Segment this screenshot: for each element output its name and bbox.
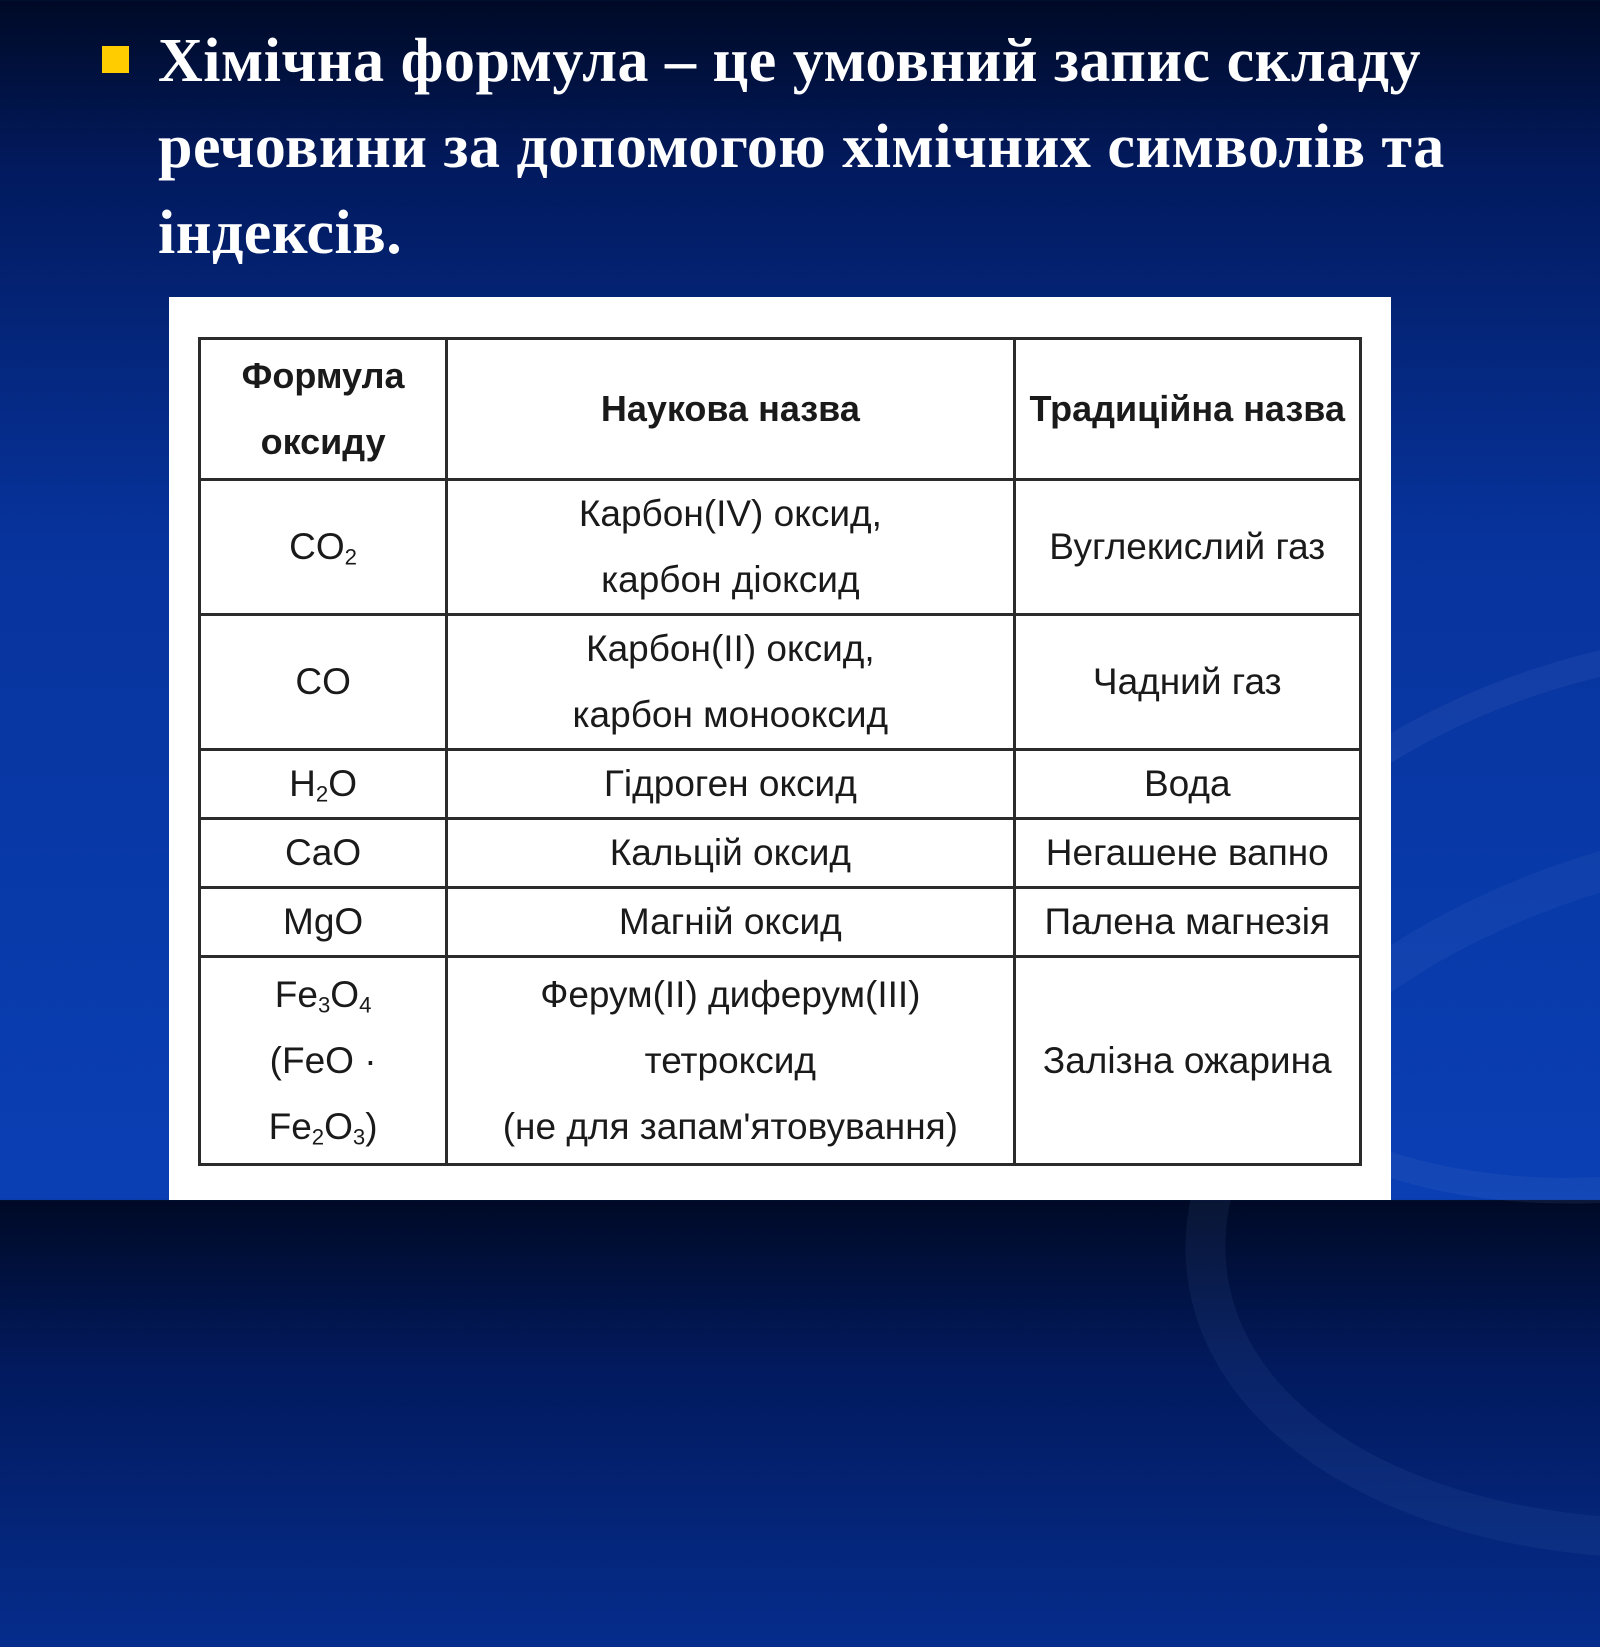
scientific-name-cell: Ферум(II) диферум(III) тетроксид (не для запам'ятовування) (447, 957, 1014, 1165)
slide-heading: Хімічна формула – це умовний запис складу речовини за допомогою хімічних символів та індексів. (158, 27, 1445, 267)
table-row (200, 615, 1361, 750)
traditional-name-cell: Палена магнезія (1014, 888, 1360, 957)
header-scientific-name: Наукова назва (447, 339, 1014, 480)
table-row (200, 750, 1361, 819)
table-row (200, 819, 1361, 888)
bullet-point (100, 18, 1540, 276)
scientific-name-cell: Карбон(II) оксид, карбон монооксид (447, 615, 1014, 750)
table-panel (169, 297, 1391, 1200)
table-row (200, 957, 1361, 1165)
traditional-name-cell: Залізна ожарина (1014, 957, 1360, 1165)
oxides-table (198, 337, 1362, 1166)
formula-cell: $CO_2$ (200, 480, 447, 615)
scientific-name-cell: Магній оксид (447, 888, 1014, 957)
traditional-name-cell: Чадний газ (1014, 615, 1360, 750)
scientific-name-cell: Гідроген оксид (447, 750, 1014, 819)
traditional-name-cell: Вуглекислий газ (1014, 480, 1360, 615)
scientific-name-cell: Карбон(IV) оксид, карбон діоксид (447, 480, 1014, 615)
scientific-name-cell: Кальцій оксид (447, 819, 1014, 888)
traditional-name-cell: Вода (1014, 750, 1360, 819)
formula-cell: CO (200, 615, 447, 750)
formula-cell: MgO (200, 888, 447, 957)
header-traditional-name: Традиційна назва (1014, 339, 1360, 480)
table-row (200, 888, 1361, 957)
table-row (200, 480, 1361, 615)
header-formula: Формула оксиду (200, 339, 447, 480)
traditional-name-cell: Негашене вапно (1014, 819, 1360, 888)
formula-cell: $H_2O$ (200, 750, 447, 819)
table-header-row (200, 339, 1361, 480)
formula-cell: $Fe_3O_4$ (FeO · $Fe_2O_3$) (200, 957, 447, 1165)
formula-cell: CaO (200, 819, 447, 888)
square-bullet-icon (102, 46, 129, 73)
